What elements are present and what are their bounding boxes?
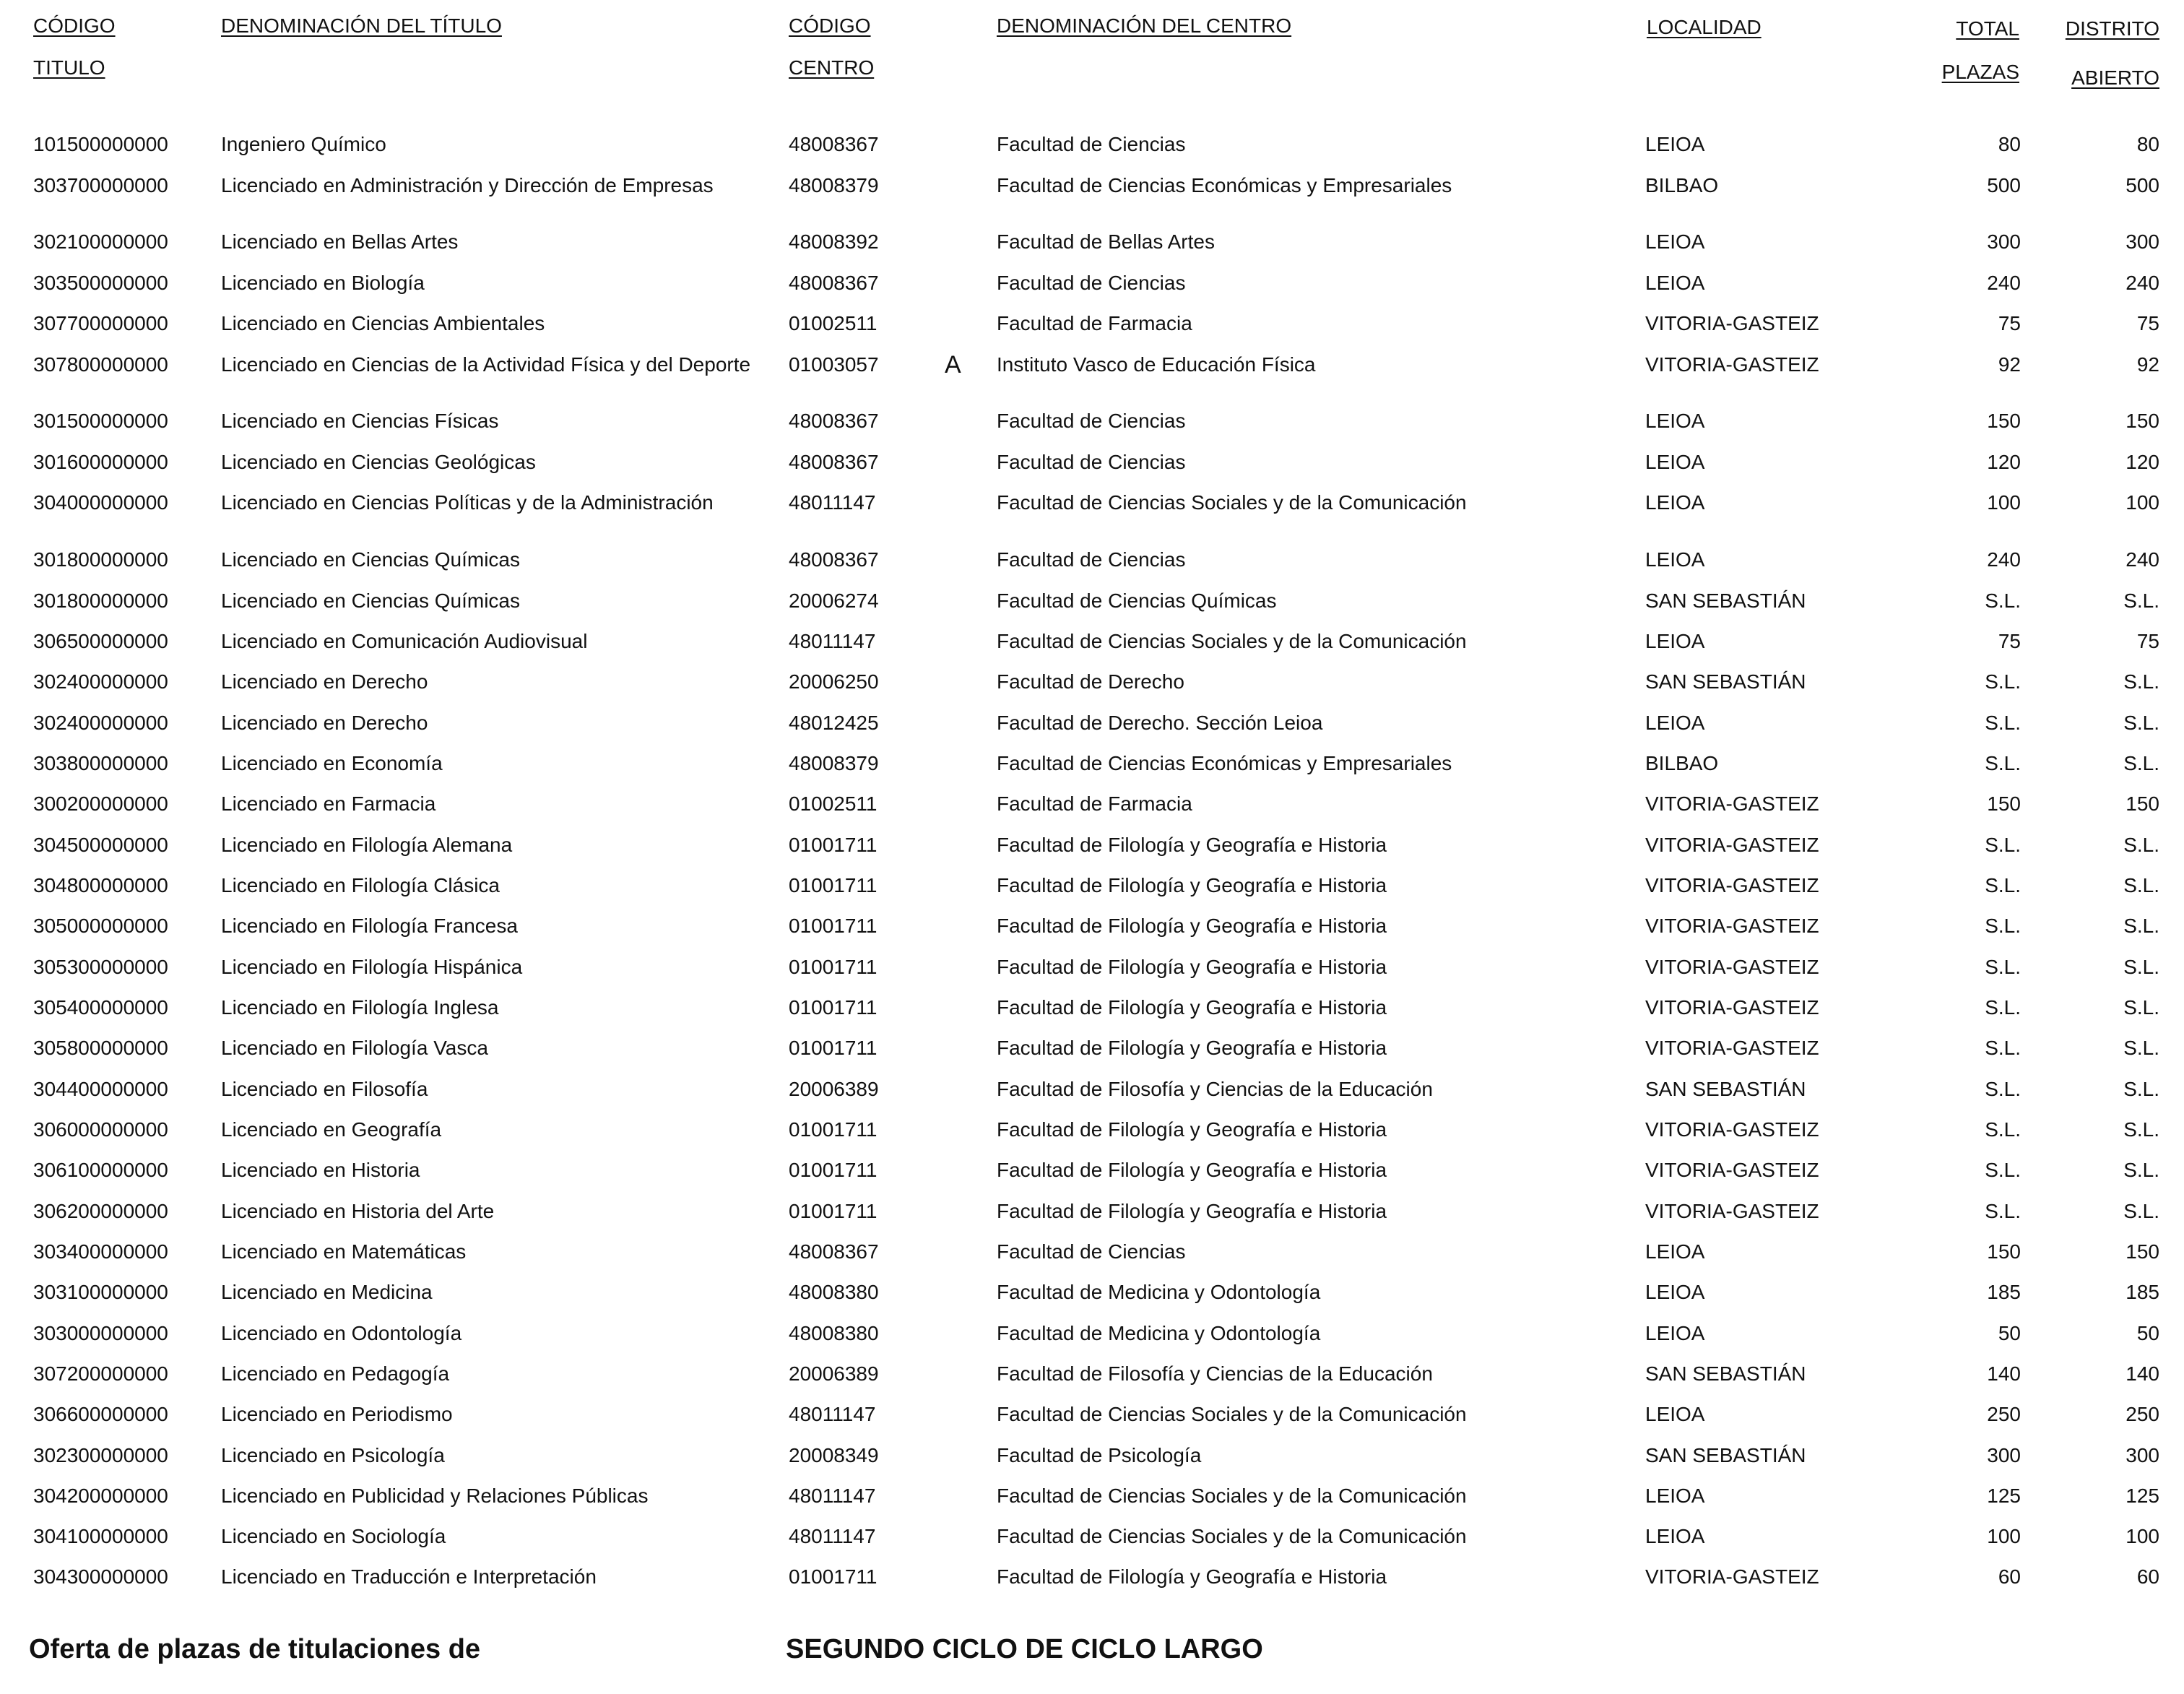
denominacion-centro-cell: Facultad de Bellas Artes: [997, 230, 1215, 253]
codigo-centro-cell: 48008392: [789, 230, 879, 253]
codigo-centro-cell: 20006389: [789, 1362, 879, 1385]
localidad-cell: SAN SEBASTIÁN: [1645, 670, 1806, 693]
table-row: [0, 1237, 2184, 1266]
table-row: [0, 1278, 2184, 1307]
codigo-titulo-cell: 304100000000: [33, 1525, 168, 1547]
denominacion-titulo-cell: Licenciado en Ciencias Químicas: [221, 548, 520, 571]
codigo-titulo-cell: 304800000000: [33, 874, 168, 896]
table-row: [0, 407, 2184, 436]
table-row: [0, 448, 2184, 477]
table-row: [0, 1034, 2184, 1063]
distrito-abierto-cell: S.L.: [2123, 874, 2159, 896]
denominacion-titulo-cell: Licenciado en Filosofía: [221, 1078, 428, 1100]
total-plazas-cell: S.L.: [1985, 874, 2021, 896]
distrito-abierto-cell: 100: [2126, 491, 2159, 514]
total-plazas-cell: 60: [1998, 1565, 2021, 1588]
distrito-abierto-cell: S.L.: [2123, 1200, 2159, 1222]
localidad-cell: SAN SEBASTIÁN: [1645, 1444, 1806, 1466]
table-row: [0, 171, 2184, 200]
codigo-centro-cell: 01001711: [789, 956, 878, 978]
header-total-line2: PLAZAS: [1941, 61, 2019, 83]
denominacion-centro-cell: Facultad de Filología y Geografía e Historia: [997, 915, 1387, 937]
distrito-abierto-cell: S.L.: [2123, 712, 2159, 734]
table-row: [0, 1115, 2184, 1144]
table-row: [0, 993, 2184, 1022]
denominacion-centro-cell: Facultad de Ciencias: [997, 272, 1186, 294]
codigo-centro-cell: 48011147: [789, 1525, 876, 1547]
codigo-titulo-cell: 303400000000: [33, 1240, 168, 1263]
localidad-cell: LEIOA: [1645, 272, 1705, 294]
codigo-titulo-cell: 303500000000: [33, 272, 168, 294]
localidad-cell: LEIOA: [1645, 1525, 1705, 1547]
table-row: [0, 667, 2184, 696]
total-plazas-cell: S.L.: [1985, 834, 2021, 856]
localidad-cell: LEIOA: [1645, 1322, 1705, 1344]
distrito-abierto-cell: 140: [2126, 1362, 2159, 1385]
denominacion-titulo-cell: Licenciado en Periodismo: [221, 1403, 453, 1425]
table-row: [0, 749, 2184, 778]
denominacion-titulo-cell: Licenciado en Filología Alemana: [221, 834, 513, 856]
localidad-cell: LEIOA: [1645, 451, 1705, 473]
codigo-titulo-cell: 304000000000: [33, 491, 168, 514]
total-plazas-cell: S.L.: [1985, 915, 2021, 937]
distrito-abierto-cell: 100: [2126, 1525, 2159, 1547]
denominacion-titulo-cell: Licenciado en Derecho: [221, 712, 428, 734]
denominacion-centro-cell: Facultad de Filosofía y Ciencias de la Educación: [997, 1078, 1433, 1100]
total-plazas-cell: 150: [1987, 792, 2021, 815]
denominacion-titulo-cell: Licenciado en Historia del Arte: [221, 1200, 495, 1222]
total-plazas-cell: 300: [1987, 1444, 2021, 1466]
total-plazas-cell: 185: [1987, 1281, 2021, 1303]
denominacion-titulo-cell: Licenciado en Derecho: [221, 670, 428, 693]
total-plazas-cell: 92: [1998, 353, 2021, 376]
codigo-titulo-cell: 306600000000: [33, 1403, 168, 1425]
codigo-centro-cell: 01001711: [789, 1565, 878, 1588]
header-distrito-line2: ABIERTO: [2071, 66, 2159, 89]
denominacion-titulo-cell: Licenciado en Filología Vasca: [221, 1037, 488, 1059]
total-plazas-cell: 125: [1987, 1485, 2021, 1507]
distrito-abierto-cell: 300: [2126, 230, 2159, 253]
table-row: [0, 1563, 2184, 1591]
localidad-cell: VITORIA-GASTEIZ: [1645, 996, 1819, 1019]
total-plazas-cell: S.L.: [1985, 752, 2021, 774]
distrito-abierto-cell: S.L.: [2123, 1037, 2159, 1059]
codigo-titulo-cell: 300200000000: [33, 792, 168, 815]
codigo-centro-cell: 48008367: [789, 548, 879, 571]
codigo-centro-cell: 01001711: [789, 874, 878, 896]
denominacion-titulo-cell: Licenciado en Ciencias Químicas: [221, 589, 520, 612]
distrito-abierto-cell: S.L.: [2123, 915, 2159, 937]
total-plazas-cell: 120: [1987, 451, 2021, 473]
denominacion-centro-cell: Facultad de Filología y Geografía e Historia: [997, 1037, 1387, 1059]
localidad-cell: LEIOA: [1645, 712, 1705, 734]
codigo-centro-cell: 20006274: [789, 589, 879, 612]
denominacion-titulo-cell: Licenciado en Ciencias Físicas: [221, 410, 499, 432]
denominacion-titulo-cell: Licenciado en Traducción e Interpretación: [221, 1565, 597, 1588]
codigo-centro-cell: 01001711: [789, 1200, 878, 1222]
denominacion-titulo-cell: Licenciado en Comunicación Audiovisual: [221, 630, 588, 652]
localidad-cell: VITORIA-GASTEIZ: [1645, 1037, 1819, 1059]
total-plazas-cell: S.L.: [1985, 712, 2021, 734]
denominacion-centro-cell: Facultad de Filología y Geografía e Historia: [997, 1118, 1387, 1141]
distrito-abierto-cell: S.L.: [2123, 1078, 2159, 1100]
codigo-titulo-cell: 305400000000: [33, 996, 168, 1019]
header-codigo-titulo-line2: TITULO: [33, 56, 105, 79]
denominacion-centro-cell: Facultad de Ciencias: [997, 133, 1186, 155]
header-total-line1: TOTAL: [1956, 17, 2019, 40]
distrito-abierto-cell: S.L.: [2123, 670, 2159, 693]
total-plazas-cell: S.L.: [1985, 1078, 2021, 1100]
localidad-cell: VITORIA-GASTEIZ: [1645, 312, 1819, 334]
total-plazas-cell: 150: [1987, 410, 2021, 432]
denominacion-centro-cell: Facultad de Ciencias Químicas: [997, 589, 1277, 612]
denominacion-titulo-cell: Licenciado en Farmacia: [221, 792, 436, 815]
header-distrito-line1: DISTRITO: [2065, 17, 2159, 40]
denominacion-titulo-cell: Licenciado en Filología Inglesa: [221, 996, 499, 1019]
codigo-centro-cell: 01001711: [789, 1037, 878, 1059]
codigo-centro-cell: 48008367: [789, 133, 879, 155]
table-row: [0, 228, 2184, 256]
codigo-titulo-cell: 302400000000: [33, 712, 168, 734]
localidad-cell: VITORIA-GASTEIZ: [1645, 1565, 1819, 1588]
denominacion-centro-cell: Facultad de Ciencias: [997, 1240, 1186, 1263]
header-denominacion-titulo: DENOMINACIÓN DEL TÍTULO: [221, 14, 502, 37]
denominacion-titulo-cell: Licenciado en Filología Clásica: [221, 874, 500, 896]
total-plazas-cell: 100: [1987, 1525, 2021, 1547]
table-row: [0, 1197, 2184, 1226]
footer-right-caption: SEGUNDO CICLO DE CICLO LARGO: [786, 1634, 1263, 1664]
table-row: [0, 1360, 2184, 1388]
codigo-centro-cell: 01001711: [789, 915, 878, 937]
distrito-abierto-cell: 240: [2126, 272, 2159, 294]
footer-left-caption: Oferta de plazas de titulaciones de: [29, 1634, 481, 1664]
localidad-cell: LEIOA: [1645, 1485, 1705, 1507]
denominacion-titulo-cell: Licenciado en Ciencias Ambientales: [221, 312, 545, 334]
total-plazas-cell: 150: [1987, 1240, 2021, 1263]
denominacion-titulo-cell: Licenciado en Psicología: [221, 1444, 445, 1466]
denominacion-centro-cell: Instituto Vasco de Educación Física: [997, 353, 1316, 376]
total-plazas-cell: 240: [1987, 548, 2021, 571]
codigo-titulo-cell: 301600000000: [33, 451, 168, 473]
denominacion-titulo-cell: Licenciado en Ciencias Políticas y de la Administración: [221, 491, 714, 514]
denominacion-titulo-cell: Licenciado en Geografía: [221, 1118, 442, 1141]
codigo-titulo-cell: 303800000000: [33, 752, 168, 774]
codigo-centro-cell: 48008367: [789, 1240, 879, 1263]
codigo-centro-cell: 20006389: [789, 1078, 879, 1100]
localidad-cell: VITORIA-GASTEIZ: [1645, 1200, 1819, 1222]
distrito-abierto-cell: 60: [2136, 1565, 2159, 1588]
total-plazas-cell: 250: [1987, 1403, 2021, 1425]
denominacion-centro-cell: Facultad de Ciencias: [997, 410, 1186, 432]
distrito-abierto-cell: 185: [2126, 1281, 2159, 1303]
codigo-titulo-cell: 101500000000: [33, 133, 168, 155]
denominacion-centro-cell: Facultad de Filología y Geografía e Historia: [997, 996, 1387, 1019]
codigo-centro-cell: 20008349: [789, 1444, 879, 1466]
localidad-cell: VITORIA-GASTEIZ: [1645, 792, 1819, 815]
table-row: [0, 709, 2184, 738]
table-row: [0, 1441, 2184, 1470]
header-codigo-titulo-line1: CÓDIGO: [33, 14, 116, 37]
distrito-abierto-cell: 80: [2136, 133, 2159, 155]
distrito-abierto-cell: S.L.: [2123, 1118, 2159, 1141]
total-plazas-cell: S.L.: [1985, 1200, 2021, 1222]
codigo-titulo-cell: 301500000000: [33, 410, 168, 432]
denominacion-titulo-cell: Licenciado en Pedagogía: [221, 1362, 450, 1385]
table-row: [0, 130, 2184, 159]
table-row: [0, 1075, 2184, 1104]
distrito-abierto-cell: S.L.: [2123, 752, 2159, 774]
denominacion-titulo-cell: Licenciado en Biología: [221, 272, 425, 294]
denominacion-centro-cell: Facultad de Ciencias Económicas y Empresariales: [997, 174, 1452, 196]
total-plazas-cell: S.L.: [1985, 1037, 2021, 1059]
header-codigo-centro-line2: CENTRO: [789, 56, 875, 79]
denominacion-centro-cell: Facultad de Ciencias Económicas y Empresariales: [997, 752, 1452, 774]
codigo-titulo-cell: 303100000000: [33, 1281, 168, 1303]
codigo-centro-cell: 01002511: [789, 312, 878, 334]
localidad-cell: LEIOA: [1645, 133, 1705, 155]
table-row: [0, 488, 2184, 517]
codigo-titulo-cell: 301800000000: [33, 548, 168, 571]
codigo-centro-cell: 01001711: [789, 1159, 878, 1181]
codigo-centro-cell: 48012425: [789, 712, 879, 734]
denominacion-centro-cell: Facultad de Filología y Geografía e Historia: [997, 1200, 1387, 1222]
total-plazas-cell: S.L.: [1985, 670, 2021, 693]
denominacion-centro-cell: Facultad de Filología y Geografía e Historia: [997, 1159, 1387, 1181]
localidad-cell: LEIOA: [1645, 548, 1705, 571]
codigo-centro-cell: 48008379: [789, 752, 879, 774]
localidad-cell: BILBAO: [1645, 174, 1719, 196]
codigo-titulo-cell: 306100000000: [33, 1159, 168, 1181]
localidad-cell: LEIOA: [1645, 630, 1705, 652]
distrito-abierto-cell: 75: [2136, 630, 2159, 652]
codigo-centro-cell: 48011147: [789, 1485, 876, 1507]
distrito-abierto-cell: 50: [2136, 1322, 2159, 1344]
denominacion-centro-cell: Facultad de Ciencias: [997, 548, 1186, 571]
denominacion-centro-cell: Facultad de Filología y Geografía e Historia: [997, 874, 1387, 896]
centro-mark-cell: A: [945, 351, 961, 379]
denominacion-titulo-cell: Licenciado en Historia: [221, 1159, 420, 1181]
denominacion-titulo-cell: Licenciado en Economía: [221, 752, 443, 774]
denominacion-titulo-cell: Licenciado en Odontología: [221, 1322, 462, 1344]
total-plazas-cell: S.L.: [1985, 956, 2021, 978]
denominacion-titulo-cell: Licenciado en Filología Hispánica: [221, 956, 523, 978]
codigo-centro-cell: 48011147: [789, 630, 876, 652]
total-plazas-cell: 75: [1998, 630, 2021, 652]
codigo-titulo-cell: 302100000000: [33, 230, 168, 253]
total-plazas-cell: 240: [1987, 272, 2021, 294]
table-row: [0, 545, 2184, 574]
denominacion-centro-cell: Facultad de Ciencias Sociales y de la Comunicación: [997, 1525, 1467, 1547]
localidad-cell: VITORIA-GASTEIZ: [1645, 956, 1819, 978]
localidad-cell: VITORIA-GASTEIZ: [1645, 874, 1819, 896]
distrito-abierto-cell: 240: [2126, 548, 2159, 571]
localidad-cell: VITORIA-GASTEIZ: [1645, 1159, 1819, 1181]
total-plazas-cell: 75: [1998, 312, 2021, 334]
table-row: [0, 953, 2184, 982]
localidad-cell: LEIOA: [1645, 1281, 1705, 1303]
denominacion-titulo-cell: Licenciado en Publicidad y Relaciones Públicas: [221, 1485, 649, 1507]
codigo-centro-cell: 48008380: [789, 1281, 879, 1303]
denominacion-titulo-cell: Licenciado en Bellas Artes: [221, 230, 459, 253]
table-row: [0, 912, 2184, 941]
codigo-centro-cell: 01001711: [789, 1118, 878, 1141]
distrito-abierto-cell: 150: [2126, 1240, 2159, 1263]
codigo-centro-cell: 01002511: [789, 792, 878, 815]
distrito-abierto-cell: 500: [2126, 174, 2159, 196]
codigo-centro-cell: 01001711: [789, 996, 878, 1019]
localidad-cell: SAN SEBASTIÁN: [1645, 589, 1806, 612]
localidad-cell: BILBAO: [1645, 752, 1719, 774]
codigo-titulo-cell: 305800000000: [33, 1037, 168, 1059]
table-row: [0, 269, 2184, 298]
codigo-titulo-cell: 303000000000: [33, 1322, 168, 1344]
codigo-titulo-cell: 303700000000: [33, 174, 168, 196]
total-plazas-cell: 50: [1998, 1322, 2021, 1344]
denominacion-titulo-cell: Ingeniero Químico: [221, 133, 386, 155]
denominacion-centro-cell: Facultad de Ciencias Sociales y de la Comunicación: [997, 1485, 1467, 1507]
distrito-abierto-cell: 150: [2126, 792, 2159, 815]
codigo-titulo-cell: 306200000000: [33, 1200, 168, 1222]
header-denominacion-centro: DENOMINACIÓN DEL CENTRO: [997, 14, 1292, 37]
denominacion-titulo-cell: Licenciado en Ciencias Geológicas: [221, 451, 536, 473]
total-plazas-cell: S.L.: [1985, 1118, 2021, 1141]
denominacion-centro-cell: Facultad de Derecho: [997, 670, 1184, 693]
codigo-titulo-cell: 307800000000: [33, 353, 168, 376]
denominacion-centro-cell: Facultad de Derecho. Sección Leioa: [997, 712, 1323, 734]
table-row: [0, 871, 2184, 900]
denominacion-titulo-cell: Licenciado en Sociología: [221, 1525, 446, 1547]
total-plazas-cell: 300: [1987, 230, 2021, 253]
codigo-titulo-cell: 307700000000: [33, 312, 168, 334]
localidad-cell: VITORIA-GASTEIZ: [1645, 1118, 1819, 1141]
total-plazas-cell: 500: [1987, 174, 2021, 196]
denominacion-centro-cell: Facultad de Medicina y Odontología: [997, 1322, 1321, 1344]
table-row: [0, 350, 2184, 379]
denominacion-centro-cell: Facultad de Ciencias: [997, 451, 1186, 473]
codigo-titulo-cell: 304200000000: [33, 1485, 168, 1507]
codigo-titulo-cell: 306500000000: [33, 630, 168, 652]
codigo-centro-cell: 48008367: [789, 272, 879, 294]
table-row: [0, 1156, 2184, 1185]
table-row: [0, 831, 2184, 860]
codigo-titulo-cell: 305300000000: [33, 956, 168, 978]
codigo-titulo-cell: 302300000000: [33, 1444, 168, 1466]
localidad-cell: SAN SEBASTIÁN: [1645, 1078, 1806, 1100]
codigo-centro-cell: 01003057: [789, 353, 879, 376]
distrito-abierto-cell: 125: [2126, 1485, 2159, 1507]
distrito-abierto-cell: 250: [2126, 1403, 2159, 1425]
codigo-centro-cell: 01001711: [789, 834, 878, 856]
denominacion-centro-cell: Facultad de Ciencias Sociales y de la Comunicación: [997, 1403, 1467, 1425]
codigo-titulo-cell: 302400000000: [33, 670, 168, 693]
codigo-titulo-cell: 306000000000: [33, 1118, 168, 1141]
distrito-abierto-cell: S.L.: [2123, 996, 2159, 1019]
distrito-abierto-cell: 120: [2126, 451, 2159, 473]
localidad-cell: LEIOA: [1645, 410, 1705, 432]
denominacion-centro-cell: Facultad de Psicología: [997, 1444, 1202, 1466]
codigo-titulo-cell: 304400000000: [33, 1078, 168, 1100]
total-plazas-cell: 140: [1987, 1362, 2021, 1385]
denominacion-titulo-cell: Licenciado en Matemáticas: [221, 1240, 467, 1263]
denominacion-titulo-cell: Licenciado en Filología Francesa: [221, 915, 518, 937]
denominacion-centro-cell: Facultad de Farmacia: [997, 792, 1192, 815]
denominacion-centro-cell: Facultad de Farmacia: [997, 312, 1192, 334]
distrito-abierto-cell: S.L.: [2123, 1159, 2159, 1181]
table-row: [0, 627, 2184, 656]
codigo-titulo-cell: 304300000000: [33, 1565, 168, 1588]
codigo-titulo-cell: 301800000000: [33, 589, 168, 612]
codigo-centro-cell: 48008379: [789, 174, 879, 196]
denominacion-titulo-cell: Licenciado en Medicina: [221, 1281, 433, 1303]
table-row: [0, 1482, 2184, 1511]
denominacion-centro-cell: Facultad de Filosofía y Ciencias de la Educación: [997, 1362, 1433, 1385]
total-plazas-cell: 100: [1987, 491, 2021, 514]
distrito-abierto-cell: S.L.: [2123, 834, 2159, 856]
table-row: [0, 1522, 2184, 1551]
table-row: [0, 790, 2184, 818]
distrito-abierto-cell: 150: [2126, 410, 2159, 432]
localidad-cell: LEIOA: [1645, 1240, 1705, 1263]
localidad-cell: VITORIA-GASTEIZ: [1645, 834, 1819, 856]
total-plazas-cell: 80: [1998, 133, 2021, 155]
total-plazas-cell: S.L.: [1985, 589, 2021, 612]
localidad-cell: VITORIA-GASTEIZ: [1645, 353, 1819, 376]
denominacion-titulo-cell: Licenciado en Administración y Dirección de Empresas: [221, 174, 714, 196]
total-plazas-cell: S.L.: [1985, 1159, 2021, 1181]
codigo-centro-cell: 48008367: [789, 410, 879, 432]
codigo-centro-cell: 48011147: [789, 491, 876, 514]
table-row: [0, 587, 2184, 615]
localidad-cell: LEIOA: [1645, 491, 1705, 514]
table-row: [0, 1319, 2184, 1348]
denominacion-centro-cell: Facultad de Filología y Geografía e Historia: [997, 956, 1387, 978]
header-localidad: LOCALIDAD: [1647, 16, 1762, 38]
codigo-centro-cell: 48011147: [789, 1403, 876, 1425]
codigo-centro-cell: 48008367: [789, 451, 879, 473]
codigo-titulo-cell: 304500000000: [33, 834, 168, 856]
header-codigo-centro-line1: CÓDIGO: [789, 14, 871, 37]
denominacion-centro-cell: Facultad de Ciencias Sociales y de la Comunicación: [997, 630, 1467, 652]
distrito-abierto-cell: 75: [2136, 312, 2159, 334]
codigo-titulo-cell: 307200000000: [33, 1362, 168, 1385]
total-plazas-cell: S.L.: [1985, 996, 2021, 1019]
localidad-cell: LEIOA: [1645, 230, 1705, 253]
table-row: [0, 1400, 2184, 1429]
distrito-abierto-cell: S.L.: [2123, 589, 2159, 612]
distrito-abierto-cell: S.L.: [2123, 956, 2159, 978]
codigo-titulo-cell: 305000000000: [33, 915, 168, 937]
table-row: [0, 309, 2184, 338]
distrito-abierto-cell: 92: [2136, 353, 2159, 376]
denominacion-centro-cell: Facultad de Filología y Geografía e Historia: [997, 834, 1387, 856]
denominacion-centro-cell: Facultad de Medicina y Odontología: [997, 1281, 1321, 1303]
codigo-centro-cell: 20006250: [789, 670, 879, 693]
denominacion-centro-cell: Facultad de Ciencias Sociales y de la Comunicación: [997, 491, 1467, 514]
localidad-cell: SAN SEBASTIÁN: [1645, 1362, 1806, 1385]
localidad-cell: VITORIA-GASTEIZ: [1645, 915, 1819, 937]
codigo-centro-cell: 48008380: [789, 1322, 879, 1344]
localidad-cell: LEIOA: [1645, 1403, 1705, 1425]
distrito-abierto-cell: 300: [2126, 1444, 2159, 1466]
denominacion-centro-cell: Facultad de Filología y Geografía e Historia: [997, 1565, 1387, 1588]
denominacion-titulo-cell: Licenciado en Ciencias de la Actividad Física y del Deporte: [221, 353, 751, 376]
